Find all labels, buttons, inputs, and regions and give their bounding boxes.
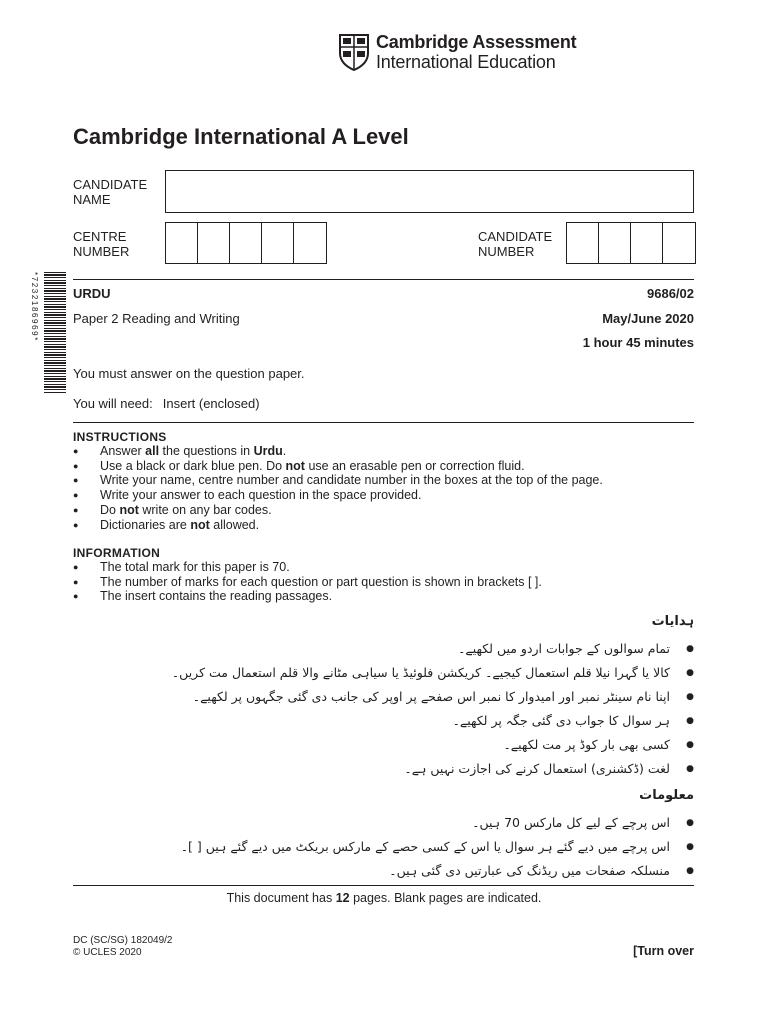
list-item: ● The number of marks for each question or part question is shown in brackets [ ]. (73, 575, 694, 590)
logo-line-2: International Education (376, 52, 556, 72)
urdu-instructions-heading: ہدایات (651, 614, 694, 629)
list-item: ● Write your answer to each question in the space provided. (73, 488, 694, 503)
centre-number-field[interactable] (165, 222, 327, 264)
turn-over-note: [Turn over (633, 944, 694, 958)
list-item: ● ہر سوال کا جواب دی گئی جگہ پر لکھیے۔ (134, 709, 694, 733)
document-code: DC (SC/SG) 182049/2 (73, 935, 173, 946)
list-item: ● Do not write on any bar codes. (73, 503, 694, 518)
list-item: ● اس پرچے کے لیے کل مارکس 70 ہیں۔ (134, 811, 694, 835)
logo-line-1: Cambridge Assessment (376, 32, 577, 52)
centre-number-cell[interactable] (230, 223, 262, 263)
list-item: ● Answer all the questions in Urdu. (73, 444, 694, 459)
list-item: ● Write your name, centre number and candidate number in the boxes at the top of the page. (73, 473, 694, 488)
centre-number-cell[interactable] (262, 223, 294, 263)
centre-number-cell[interactable] (198, 223, 230, 263)
barcode (44, 272, 66, 394)
list-item: ● منسلکہ صفحات میں ریڈنگ کی عبارتیں دی گئی ہیں۔ (134, 859, 694, 883)
exam-session: May/June 2020 (602, 311, 694, 326)
materials-needed: You will need: Insert (enclosed) (73, 396, 260, 411)
page-title: Cambridge International A Level (73, 124, 409, 149)
list-item: ● لغت (ڈکشنری) استعمال کرنے کی اجازت نہیں ہے۔ (134, 757, 694, 781)
information-heading: INFORMATION (73, 546, 161, 560)
divider (73, 279, 694, 280)
centre-number-cell[interactable] (294, 223, 326, 263)
page-count-note: This document has 12 pages. Blank pages are indicated. (226, 891, 542, 905)
candidate-number-cell[interactable] (599, 223, 631, 263)
divider (73, 422, 694, 423)
cambridge-logo (338, 32, 576, 72)
candidate-number-cell[interactable] (631, 223, 663, 263)
exam-duration: 1 hour 45 minutes (582, 335, 694, 350)
copyright: © UCLES 2020 (73, 947, 142, 958)
paper-component: Paper 2 Reading and Writing (73, 311, 240, 326)
candidate-name-field[interactable] (165, 170, 694, 213)
information-list (73, 560, 694, 604)
list-item: ● کسی بھی بار کوڈ پر مت لکھیے۔ (134, 733, 694, 757)
urdu-information-heading: معلومات (639, 788, 694, 803)
list-item: ● Dictionaries are not allowed. (73, 518, 694, 533)
instructions-heading: INSTRUCTIONS (73, 430, 167, 444)
list-item: ● تمام سوالوں کے جوابات اردو میں لکھیے۔ (134, 637, 694, 661)
list-item: ● The insert contains the reading passages. (73, 589, 694, 604)
list-item: ● Use a black or dark blue pen. Do not use an erasable pen or correction fluid. (73, 459, 694, 474)
list-item: ● کالا یا گہرا نیلا قلم استعمال کیجیے۔ کریکشن فلوئیڈ یا سیاہی مٹانے والا قلم استعمال مت کریں۔ (134, 661, 694, 685)
divider (73, 885, 694, 886)
list-item: ● The total mark for this paper is 70. (73, 560, 694, 575)
centre-number-cell[interactable] (166, 223, 198, 263)
urdu-instructions-list (134, 637, 694, 781)
paper-code: 9686/02 (647, 286, 694, 301)
instructions-list (73, 444, 694, 532)
list-item: ● اپنا نام سینٹر نمبر اور امیدوار کا نمبر اس صفحے پر اوپر کی جانب دی گئی جگہوں پر لکھیے۔ (134, 685, 694, 709)
cambridge-crest-icon (338, 33, 370, 71)
candidate-number-field[interactable] (566, 222, 696, 264)
list-item: ● اس پرچے میں دیے گئے ہر سوال یا اس کے کسی حصے کے مارکس بریکٹ میں دیے گئے ہیں [ ]۔ (134, 835, 694, 859)
candidate-number-cell[interactable] (663, 223, 695, 263)
candidate-number-label: CANDIDATE NUMBER (478, 229, 553, 259)
candidate-number-cell[interactable] (567, 223, 599, 263)
subject: URDU (73, 286, 111, 301)
centre-number-label: CENTRE NUMBER (73, 229, 130, 259)
candidate-name-label: CANDIDATE NAME (73, 177, 148, 207)
urdu-information-list (134, 811, 694, 883)
barcode-number: *7232186969* (30, 272, 39, 342)
answer-note: You must answer on the question paper. (73, 366, 305, 381)
